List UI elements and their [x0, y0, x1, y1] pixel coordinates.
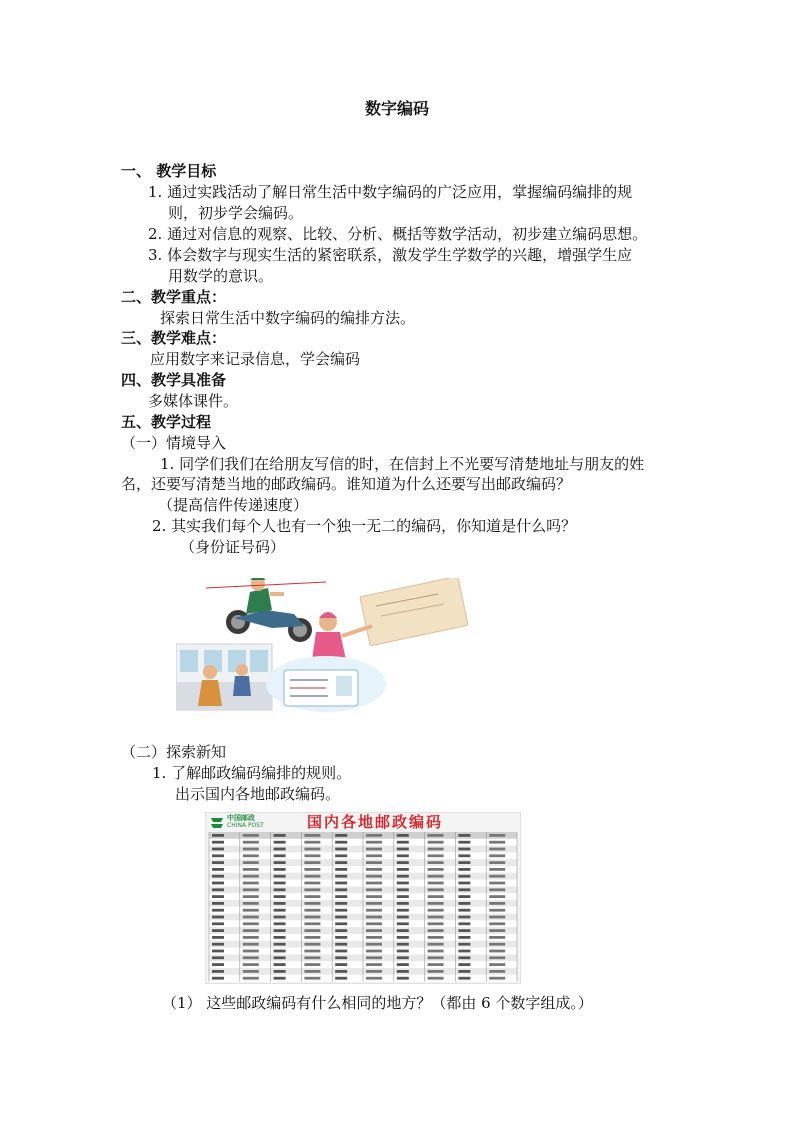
postal-table-cell	[212, 916, 224, 919]
postal-table-cell	[304, 977, 320, 980]
postal-table-cell	[397, 875, 409, 878]
postal-table-cell	[304, 956, 320, 959]
postal-table-cell	[212, 854, 224, 857]
postal-table-cell	[304, 861, 320, 864]
postal-table-cell	[489, 875, 505, 878]
postal-table-cell	[243, 950, 259, 953]
postal-table-cell	[489, 834, 505, 837]
postal-table-cell	[335, 875, 347, 878]
postal-table-cell	[366, 888, 382, 891]
postal-table-cell	[397, 970, 409, 973]
postal-table-cell	[304, 834, 320, 837]
postal-table-cell	[304, 848, 320, 851]
postal-table-cell	[428, 970, 444, 973]
postal-table-cell	[489, 861, 505, 864]
postal-table-cell	[304, 888, 320, 891]
postal-table-cell	[335, 929, 347, 932]
postal-table-cell	[397, 909, 409, 912]
postal-table-cell	[458, 916, 470, 919]
postal-table-cell	[274, 882, 286, 885]
postal-table-cell	[243, 977, 259, 980]
postal-table-cell	[335, 943, 347, 946]
postal-table-cell	[397, 956, 409, 959]
postal-table-cell	[397, 929, 409, 932]
postal-table-cell	[274, 909, 286, 912]
postal-banner-title: 国内各地邮政编码	[307, 813, 444, 831]
postal-table-cell	[458, 936, 470, 939]
postal-table-cell	[335, 902, 347, 905]
postal-table-cell	[366, 834, 382, 837]
postal-table-cell	[458, 963, 470, 966]
postal-table-cell	[304, 922, 320, 925]
postal-table-cell	[366, 950, 382, 953]
question-3: （1） 这些邮政编码有什么相同的地方？（都由 6 个数字组成。）	[162, 994, 593, 1012]
postal-table-cell	[366, 902, 382, 905]
goal-item-1-line-2: 则，初步学会编码。	[168, 204, 304, 222]
postal-table-cell	[274, 895, 286, 898]
postal-table-cell	[397, 854, 409, 857]
postal-table-cell	[489, 902, 505, 905]
postal-table-cell	[212, 970, 224, 973]
postal-table-cell	[212, 861, 224, 864]
postal-table-cell	[458, 977, 470, 980]
postal-table-cell	[335, 888, 347, 891]
postal-table-cell	[489, 848, 505, 851]
postal-table-cell	[458, 854, 470, 857]
postal-table-cell	[335, 916, 347, 919]
postal-table-cell	[366, 916, 382, 919]
postal-table-cell	[366, 977, 382, 980]
postal-table-cell	[458, 929, 470, 932]
postal-table-cell	[304, 895, 320, 898]
postal-table-cell	[304, 936, 320, 939]
postal-table-cell	[397, 950, 409, 953]
postal-table-cell	[397, 922, 409, 925]
postal-table-cell	[274, 922, 286, 925]
key-points-text: 探索日常生活中数字编码的编排方法。	[160, 309, 416, 327]
postal-table-cell	[458, 868, 470, 871]
postal-table-cell	[428, 922, 444, 925]
postal-table-cell	[397, 902, 409, 905]
question-2: 2. 其实我们每个人也有一个独一无二的编码，你知道是什么吗？	[152, 517, 577, 535]
postal-table-cell	[489, 943, 505, 946]
postal-table-cell	[366, 970, 382, 973]
postal-table-cell	[243, 916, 259, 919]
postal-table-cell	[489, 936, 505, 939]
postal-table-cell	[335, 956, 347, 959]
postal-table-cell	[335, 868, 347, 871]
section-heading-materials: 四、教学具准备	[121, 371, 227, 389]
postal-table-cell	[304, 929, 320, 932]
postal-table-cell	[212, 943, 224, 946]
postal-table-cell	[428, 936, 444, 939]
postal-table-cell	[212, 929, 224, 932]
postal-table-cell	[243, 936, 259, 939]
postal-table-cell	[428, 956, 444, 959]
postal-table-cell	[274, 936, 286, 939]
postal-table-cell	[304, 963, 320, 966]
postal-table-cell	[428, 848, 444, 851]
postal-logo-en: CHINA POST	[227, 822, 264, 829]
postal-table-cell	[428, 950, 444, 953]
postal-table-cell	[335, 848, 347, 851]
postal-table-cell	[243, 841, 259, 844]
postal-table-cell	[212, 848, 224, 851]
postal-table-cell	[304, 841, 320, 844]
postal-table-cell	[458, 841, 470, 844]
postal-table-cell	[335, 861, 347, 864]
postal-table-cell	[366, 868, 382, 871]
postal-table-cell	[335, 841, 347, 844]
postal-table-cell	[274, 834, 286, 837]
postal-table-cell	[428, 895, 444, 898]
postal-table-cell	[366, 854, 382, 857]
postal-table-cell	[458, 882, 470, 885]
postal-table-cell	[304, 909, 320, 912]
postal-table-cell	[212, 936, 224, 939]
section-heading-process: 五、教学过程	[121, 413, 212, 431]
postal-table-cell	[366, 956, 382, 959]
postal-table-cell	[458, 943, 470, 946]
postal-table-cell	[428, 963, 444, 966]
postal-table-cell	[274, 943, 286, 946]
postal-table-cell	[458, 888, 470, 891]
postal-table-cell	[335, 950, 347, 953]
postal-table-cell	[397, 963, 409, 966]
postal-table-cell	[366, 909, 382, 912]
postal-table-cell	[274, 916, 286, 919]
postal-table-cell	[212, 950, 224, 953]
postal-table-cell	[458, 895, 470, 898]
postal-table-cell	[428, 868, 444, 871]
answer-2: （身份证号码）	[180, 538, 286, 556]
id-card-icon	[266, 656, 386, 712]
postal-table-cell	[366, 875, 382, 878]
postal-table-cell	[397, 882, 409, 885]
postal-table-cell	[212, 841, 224, 844]
postal-table-cell	[489, 854, 505, 857]
postal-table-cell	[274, 902, 286, 905]
postal-table-cell	[458, 848, 470, 851]
postal-table-cell	[366, 861, 382, 864]
postal-table-cell	[428, 882, 444, 885]
postal-table-cell	[274, 875, 286, 878]
postal-table-cell	[335, 854, 347, 857]
postal-table-cell	[274, 841, 286, 844]
postal-table-cell	[397, 861, 409, 864]
postal-table-cell	[428, 902, 444, 905]
question-1-line-2: 名，还要写清楚当地的邮政编码。谁知道为什么还要写出邮政编码？	[121, 475, 572, 493]
postal-table-cell	[274, 950, 286, 953]
postal-table-cell	[489, 909, 505, 912]
postal-table-cell	[458, 970, 470, 973]
postal-table-cell	[274, 888, 286, 891]
materials-text: 多媒体课件。	[148, 392, 239, 410]
postal-table-cell	[304, 950, 320, 953]
postal-table-cell	[304, 882, 320, 885]
postal-table-cell	[458, 956, 470, 959]
answer-1: （提高信件传递速度）	[158, 496, 309, 514]
postal-table-cell	[274, 854, 286, 857]
postal-table-cell	[397, 834, 409, 837]
postal-table-cell	[304, 875, 320, 878]
postman-motorbike-icon	[206, 578, 326, 642]
postal-table-cell	[458, 861, 470, 864]
postal-table-cell	[243, 848, 259, 851]
postal-table-cell	[243, 922, 259, 925]
postal-table-cell	[335, 977, 347, 980]
postal-table-cell	[243, 956, 259, 959]
postal-table-cell	[458, 922, 470, 925]
postal-table-cell	[243, 868, 259, 871]
postal-table-cell	[489, 895, 505, 898]
postal-table-cell	[489, 970, 505, 973]
postal-table-cell	[274, 970, 286, 973]
postal-table-cell	[243, 861, 259, 864]
postal-table-cell	[243, 929, 259, 932]
postal-table-cell	[304, 868, 320, 871]
section-heading-key-points: 二、教学重点：	[121, 288, 227, 306]
goal-item-3-line-2: 用数学的意识。	[168, 267, 274, 285]
postal-table-graphic	[205, 812, 521, 984]
postal-table-cell	[335, 922, 347, 925]
postal-table-cell	[366, 943, 382, 946]
postal-table-cell	[428, 916, 444, 919]
postal-table-cell	[212, 834, 224, 837]
postal-table-cell	[243, 882, 259, 885]
postal-logo-cn: 中国邮政	[227, 814, 255, 822]
postal-table-cell	[428, 875, 444, 878]
postal-table-cell	[489, 841, 505, 844]
postal-table-cell	[366, 882, 382, 885]
postal-table-cell	[397, 868, 409, 871]
postal-table-cell	[212, 922, 224, 925]
postal-table-cell	[458, 875, 470, 878]
postal-table-cell	[489, 963, 505, 966]
knowledge-point-1: 1. 了解邮政编码编排的规则。	[152, 764, 352, 782]
postal-table-cell	[274, 848, 286, 851]
postal-table-cell	[335, 882, 347, 885]
postal-table-cell	[428, 841, 444, 844]
postal-table-cell	[212, 977, 224, 980]
postal-table-cell	[366, 929, 382, 932]
postal-code-table	[205, 812, 521, 984]
postal-table-cell	[428, 834, 444, 837]
postal-table-cell	[212, 882, 224, 885]
postal-table-cell	[335, 936, 347, 939]
knowledge-point-1-text: 出示国内各地邮政编码。	[175, 785, 341, 803]
postal-table-cell	[274, 963, 286, 966]
postal-table-cell	[304, 902, 320, 905]
postal-table-cell	[458, 909, 470, 912]
scene-illustration	[176, 578, 470, 714]
postal-table-cell	[212, 956, 224, 959]
postal-table-cell	[335, 909, 347, 912]
difficulties-text: 应用数字来记录信息，学会编码	[150, 350, 361, 368]
postal-table-cell	[366, 936, 382, 939]
postal-table-cell	[366, 895, 382, 898]
section-heading-goals: 一、 教学目标	[121, 162, 217, 180]
subsection-explore: （二）探索新知	[121, 743, 227, 761]
postal-table-cell	[304, 916, 320, 919]
postal-table-cell	[397, 888, 409, 891]
postal-table-cell	[243, 909, 259, 912]
postal-table-cell	[397, 943, 409, 946]
postal-table-cell	[243, 834, 259, 837]
postal-table-cell	[397, 848, 409, 851]
postal-table-cell	[335, 834, 347, 837]
question-1-line-1: 1. 同学们我们在给朋友写信的时，在信封上不光要写清楚地址与朋友的姓	[160, 455, 645, 473]
postal-table-cell	[335, 970, 347, 973]
envelope-icon	[360, 578, 468, 646]
postal-table-cell	[428, 861, 444, 864]
postal-table-cell	[304, 970, 320, 973]
postal-table-cell	[243, 943, 259, 946]
postal-table-cell	[274, 868, 286, 871]
postal-table-cell	[489, 977, 505, 980]
postal-table-cell	[428, 943, 444, 946]
postal-table-cell	[243, 902, 259, 905]
postal-table-cell	[489, 956, 505, 959]
postal-table-cell	[212, 875, 224, 878]
postal-table-cell	[489, 950, 505, 953]
postal-table-cell	[243, 888, 259, 891]
goal-item-1-line-1: 1. 通过实践活动了解日常生活中数字编码的广泛应用，掌握编码编排的规	[148, 183, 633, 201]
postal-table-cell	[212, 895, 224, 898]
postal-table-cell	[304, 943, 320, 946]
postal-table-cell	[428, 854, 444, 857]
postal-table-cell	[212, 902, 224, 905]
postal-table-cell	[212, 868, 224, 871]
postal-table-cell	[243, 854, 259, 857]
postal-table-cell	[428, 977, 444, 980]
postal-table-cell	[243, 875, 259, 878]
postal-table-cell	[304, 854, 320, 857]
postal-table-cell	[274, 929, 286, 932]
postal-table-cell	[243, 970, 259, 973]
postal-table-cell	[366, 848, 382, 851]
postal-table-cell	[366, 963, 382, 966]
postal-table-cell	[212, 888, 224, 891]
postal-table-cell	[212, 963, 224, 966]
postal-table-cell	[212, 909, 224, 912]
postal-table-cell	[335, 963, 347, 966]
postal-table-cell	[397, 916, 409, 919]
postal-table-cell	[243, 895, 259, 898]
postal-table-cell	[274, 861, 286, 864]
postal-table-cell	[489, 922, 505, 925]
postal-table-cell	[366, 922, 382, 925]
postal-table-cell	[397, 841, 409, 844]
goal-item-2: 2. 通过对信息的观察、比较、分析、概括等数学活动，初步建立编码思想。	[148, 225, 648, 243]
postal-table-cell	[458, 950, 470, 953]
page-title: 数字编码	[364, 99, 429, 118]
postal-table-cell	[366, 841, 382, 844]
postal-table-cell	[397, 895, 409, 898]
postal-table-cell	[274, 956, 286, 959]
postal-table-cell	[489, 916, 505, 919]
goal-item-3-line-1: 3. 体会数字与现实生活的紧密联系，激发学生学数学的兴趣，增强学生应	[148, 246, 633, 264]
postal-table-cell	[489, 868, 505, 871]
counter-scene-icon	[176, 644, 272, 710]
subsection-introduction: （一）情境导入	[121, 434, 227, 452]
postal-table-cell	[335, 895, 347, 898]
postal-table-cell	[243, 963, 259, 966]
postal-table-cell	[274, 977, 286, 980]
postal-table-cell	[397, 977, 409, 980]
postal-table-cell	[458, 902, 470, 905]
postal-table-cell	[428, 888, 444, 891]
postal-table-cell	[397, 936, 409, 939]
postal-table-cell	[489, 888, 505, 891]
postal-table-cell	[428, 909, 444, 912]
postal-table-cell	[458, 834, 470, 837]
postal-table-cell	[428, 929, 444, 932]
section-heading-difficulties: 三、教学难点：	[121, 329, 227, 347]
postal-table-cell	[489, 882, 505, 885]
postal-table-cell	[489, 929, 505, 932]
